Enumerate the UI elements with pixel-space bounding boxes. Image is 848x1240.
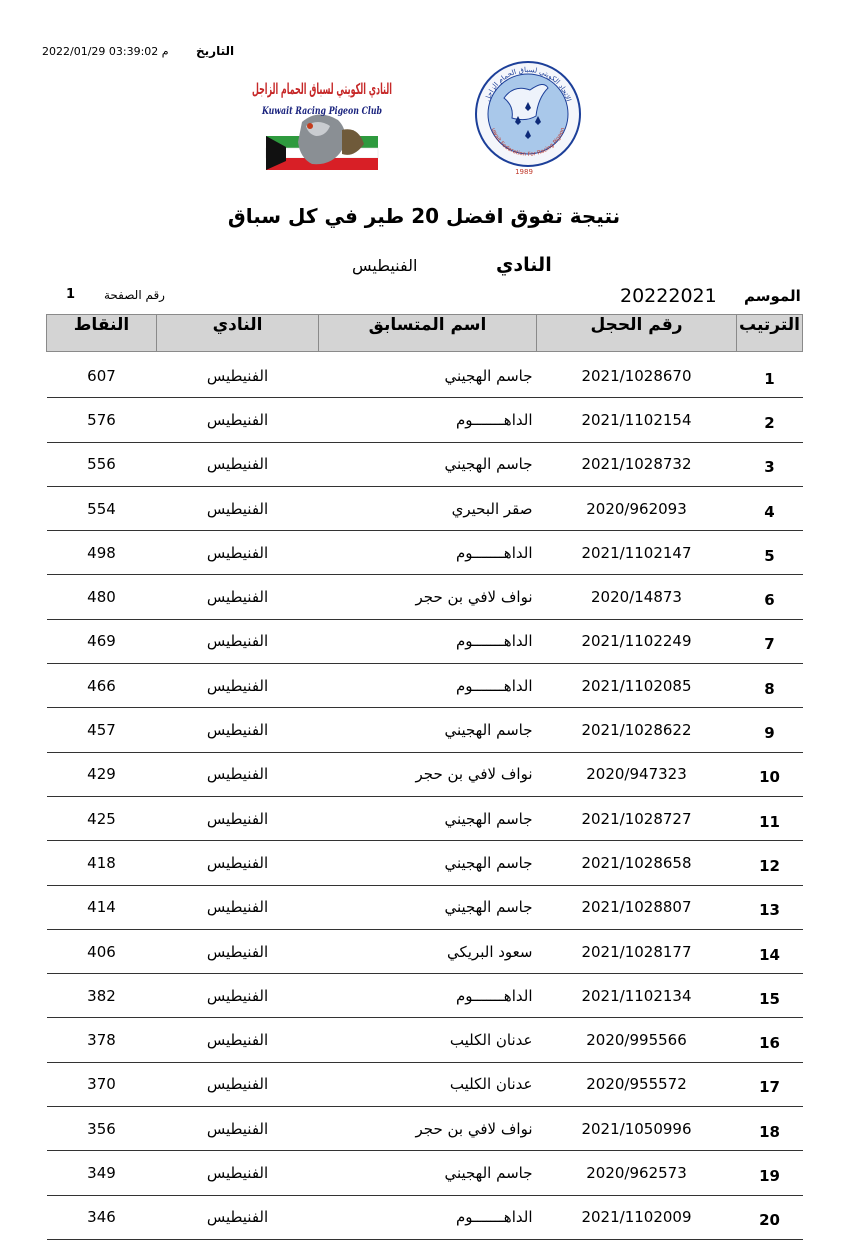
column-header-ring: رقم الحجل bbox=[537, 315, 737, 352]
table-header-row bbox=[47, 315, 803, 352]
table-row bbox=[47, 619, 803, 663]
points-cell: 378 bbox=[47, 1018, 157, 1062]
ring-number-cell: 2021/1028732 bbox=[537, 442, 737, 486]
rank-cell: 13 bbox=[737, 885, 803, 929]
ring-number-cell: 2020/962093 bbox=[537, 486, 737, 530]
points-cell: 349 bbox=[47, 1151, 157, 1195]
competitor-name-cell: عدنان الكليب bbox=[319, 1018, 537, 1062]
points-cell: 576 bbox=[47, 398, 157, 442]
points-cell: 414 bbox=[47, 885, 157, 929]
club-cell: الفنيطيس bbox=[157, 929, 319, 973]
club-cell: الفنيطيس bbox=[157, 354, 319, 398]
rank-cell: 19 bbox=[737, 1151, 803, 1195]
rank-cell: 6 bbox=[737, 575, 803, 619]
competitor-name-cell: جاسم الهجيني bbox=[319, 841, 537, 885]
club-label: النادي bbox=[496, 254, 552, 276]
column-header-points: النقاط bbox=[47, 315, 157, 352]
points-cell: 406 bbox=[47, 929, 157, 973]
points-cell: 457 bbox=[47, 708, 157, 752]
competitor-name-cell: الداهـــــــوم bbox=[319, 619, 537, 663]
federation-logo-english-text: uwait Federation For Racing Pigeon bbox=[489, 127, 567, 158]
points-cell: 469 bbox=[47, 619, 157, 663]
club-cell: الفنيطيس bbox=[157, 885, 319, 929]
table-row bbox=[47, 974, 803, 1018]
club-cell: الفنيطيس bbox=[157, 1107, 319, 1151]
competitor-name-cell: الداهـــــــوم bbox=[319, 664, 537, 708]
ring-number-cell: 2020/995566 bbox=[537, 1018, 737, 1062]
table-row bbox=[47, 398, 803, 442]
table-row bbox=[47, 885, 803, 929]
table-row bbox=[47, 752, 803, 796]
club-cell: الفنيطيس bbox=[157, 841, 319, 885]
club-cell: الفنيطيس bbox=[157, 752, 319, 796]
club-logo-arabic-text: باق الحمام الزاجل bbox=[252, 80, 386, 98]
competitor-name-cell: عدنان الكليب bbox=[319, 1062, 537, 1106]
competitor-name-cell: سعود البريكي bbox=[319, 929, 537, 973]
table-row bbox=[47, 531, 803, 575]
rank-cell: 9 bbox=[737, 708, 803, 752]
table-row bbox=[47, 929, 803, 973]
competitor-name-cell: الداهـــــــوم bbox=[319, 1195, 537, 1239]
club-cell: الفنيطيس bbox=[157, 398, 319, 442]
federation-logo-arabic-text: الاتحاد الكويتي لسباق الحمام الزاجل bbox=[483, 65, 573, 103]
points-cell: 356 bbox=[47, 1107, 157, 1151]
points-cell: 346 bbox=[47, 1195, 157, 1239]
table-row bbox=[47, 1107, 803, 1151]
club-cell: الفنيطيس bbox=[157, 531, 319, 575]
table-row bbox=[47, 1018, 803, 1062]
club-cell: الفنيطيس bbox=[157, 619, 319, 663]
points-cell: 556 bbox=[47, 442, 157, 486]
ring-number-cell: 2021/1102154 bbox=[537, 398, 737, 442]
rank-cell: 1 bbox=[737, 354, 803, 398]
club-cell: الفنيطيس bbox=[157, 1018, 319, 1062]
rank-cell: 11 bbox=[737, 796, 803, 840]
federation-logo bbox=[474, 58, 582, 184]
rank-cell: 14 bbox=[737, 929, 803, 973]
competitor-name-cell: جاسم الهجيني bbox=[319, 354, 537, 398]
club-cell: الفنيطيس bbox=[157, 1062, 319, 1106]
club-cell: الفنيطيس bbox=[157, 708, 319, 752]
club-logo bbox=[246, 66, 398, 190]
ring-number-cell: 2021/1102134 bbox=[537, 974, 737, 1018]
rank-cell: 5 bbox=[737, 531, 803, 575]
ring-number-cell: 2021/1028670 bbox=[537, 354, 737, 398]
rank-cell: 12 bbox=[737, 841, 803, 885]
competitor-name-cell: جاسم الهجيني bbox=[319, 442, 537, 486]
page-number-label: رقم الصفحة bbox=[104, 288, 165, 302]
table-row bbox=[47, 796, 803, 840]
ring-number-cell: 2021/1028658 bbox=[537, 841, 737, 885]
rank-cell: 8 bbox=[737, 664, 803, 708]
ring-number-cell: 2021/1102249 bbox=[537, 619, 737, 663]
ring-number-cell: 2020/947323 bbox=[537, 752, 737, 796]
ring-number-cell: 2021/1102147 bbox=[537, 531, 737, 575]
rank-cell: 2 bbox=[737, 398, 803, 442]
federation-logo-year: 1989 bbox=[515, 168, 533, 176]
points-cell: 466 bbox=[47, 664, 157, 708]
column-header-rank: الترتيب bbox=[737, 315, 803, 352]
points-cell: 554 bbox=[47, 486, 157, 530]
page-number-value: 1 bbox=[66, 287, 76, 302]
rank-cell: 17 bbox=[737, 1062, 803, 1106]
competitor-name-cell: جاسم الهجيني bbox=[319, 885, 537, 929]
competitor-name-cell: نواف لافي بن حجر bbox=[319, 752, 537, 796]
ring-number-cell: 2020/962573 bbox=[537, 1151, 737, 1195]
competitor-name-cell: نواف لافي بن حجر bbox=[319, 575, 537, 619]
points-cell: 425 bbox=[47, 796, 157, 840]
ring-number-cell: 2020/955572 bbox=[537, 1062, 737, 1106]
rank-cell: 18 bbox=[737, 1107, 803, 1151]
ring-number-cell: 2021/1102085 bbox=[537, 664, 737, 708]
ring-number-cell: 2021/1028807 bbox=[537, 885, 737, 929]
club-cell: الفنيطيس bbox=[157, 442, 319, 486]
competitor-name-cell: الداهـــــــوم bbox=[319, 398, 537, 442]
column-header-name: اسم المتسابق bbox=[319, 315, 537, 352]
ring-number-cell: 2021/1102009 bbox=[537, 1195, 737, 1239]
rank-cell: 16 bbox=[737, 1018, 803, 1062]
ring-number-cell: 2021/1050996 bbox=[537, 1107, 737, 1151]
competitor-name-cell: جاسم الهجيني bbox=[319, 796, 537, 840]
table-row bbox=[47, 1062, 803, 1106]
rank-cell: 4 bbox=[737, 486, 803, 530]
competitor-name-cell: الداهـــــــوم bbox=[319, 531, 537, 575]
ring-number-cell: 2020/14873 bbox=[537, 575, 737, 619]
points-cell: 607 bbox=[47, 354, 157, 398]
points-cell: 498 bbox=[47, 531, 157, 575]
points-cell: 429 bbox=[47, 752, 157, 796]
table-row bbox=[47, 1195, 803, 1239]
table-row bbox=[47, 442, 803, 486]
ring-number-cell: 2021/1028727 bbox=[537, 796, 737, 840]
table-row bbox=[47, 1151, 803, 1195]
table-row bbox=[47, 841, 803, 885]
competitor-name-cell: جاسم الهجيني bbox=[319, 708, 537, 752]
competitor-name-cell: نواف لافي بن حجر bbox=[319, 1107, 537, 1151]
points-cell: 480 bbox=[47, 575, 157, 619]
club-cell: الفنيطيس bbox=[157, 974, 319, 1018]
club-cell: الفنيطيس bbox=[157, 1151, 319, 1195]
club-value: الفنيطيس bbox=[352, 256, 418, 275]
ring-number-cell: 2021/1028177 bbox=[537, 929, 737, 973]
points-cell: 418 bbox=[47, 841, 157, 885]
club-cell: الفنيطيس bbox=[157, 486, 319, 530]
results-table bbox=[46, 314, 803, 1240]
club-cell: الفنيطيس bbox=[157, 796, 319, 840]
date-label: التاريخ bbox=[196, 44, 235, 58]
competitor-name-cell: الداهـــــــوم bbox=[319, 974, 537, 1018]
table-row bbox=[47, 664, 803, 708]
table-row bbox=[47, 486, 803, 530]
season-label: الموسم bbox=[744, 287, 801, 305]
club-cell: الفنيطيس bbox=[157, 1195, 319, 1239]
rank-cell: 20 bbox=[737, 1195, 803, 1239]
club-cell: الفنيطيس bbox=[157, 575, 319, 619]
date-value: 2022/01/29 03:39:02 م bbox=[42, 45, 169, 58]
competitor-name-cell: صقر البحيري bbox=[319, 486, 537, 530]
page-title: نتيجة تفوق افضل 20 طير في كل سباق bbox=[227, 204, 621, 228]
column-header-club: النادي bbox=[157, 315, 319, 352]
table-row bbox=[47, 575, 803, 619]
rank-cell: 3 bbox=[737, 442, 803, 486]
club-logo-english-text: Kuwait Racing Pigeon Club bbox=[261, 106, 383, 117]
rank-cell: 7 bbox=[737, 619, 803, 663]
competitor-name-cell: جاسم الهجيني bbox=[319, 1151, 537, 1195]
points-cell: 382 bbox=[47, 974, 157, 1018]
points-cell: 370 bbox=[47, 1062, 157, 1106]
club-cell: الفنيطيس bbox=[157, 664, 319, 708]
rank-cell: 15 bbox=[737, 974, 803, 1018]
table-row bbox=[47, 354, 803, 398]
rank-cell: 10 bbox=[737, 752, 803, 796]
season-value: 20222021 bbox=[620, 285, 717, 307]
ring-number-cell: 2021/1028622 bbox=[537, 708, 737, 752]
table-row bbox=[47, 708, 803, 752]
